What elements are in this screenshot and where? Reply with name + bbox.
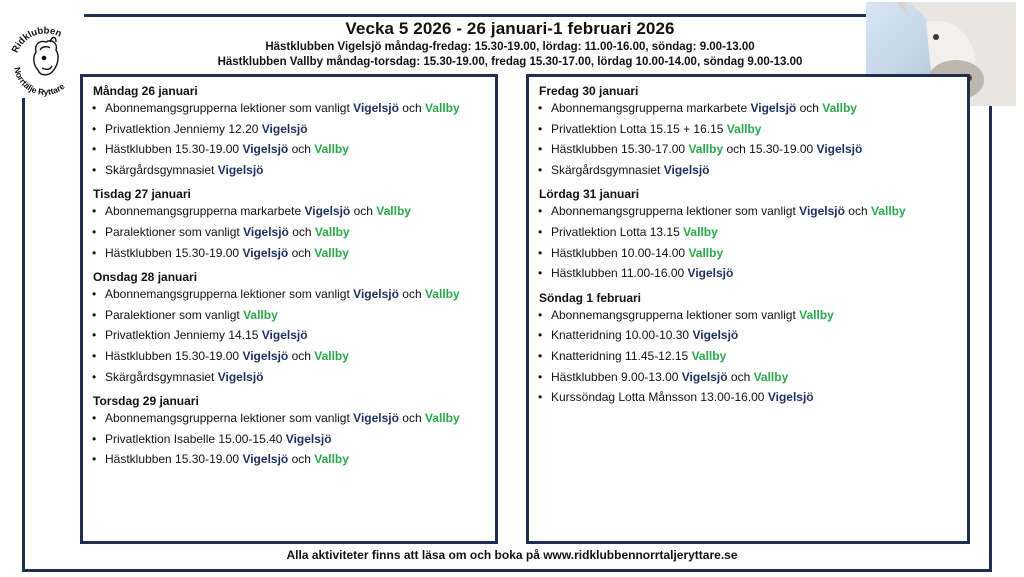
day-heading: Lördag 31 januari [539, 187, 640, 202]
location-vallby: Vallby [314, 348, 349, 363]
schedule-left-column [80, 74, 498, 544]
activity-text: och [288, 348, 315, 363]
activity-item [83, 429, 495, 450]
location-vallby: Vallby [683, 224, 718, 239]
activity-list [529, 201, 967, 283]
activity-list [83, 201, 495, 263]
location-vigelsjo: Vigelsjö [799, 204, 845, 219]
activity-text: Privatlektion Lotta 13.15 [551, 224, 684, 239]
location-vigelsjo: Vigelsjö [353, 101, 399, 115]
location-vallby: Vallby [424, 411, 460, 426]
location-vigelsjo: Vigelsjö [353, 411, 399, 426]
activity-text: Hästklubben 15.30-19.00 [105, 142, 243, 157]
activity-text: Hästklubben 15.30-19.00 [105, 452, 243, 467]
location-vallby: Vallby [424, 101, 460, 115]
activity-text: Abonnemangsgrupperna lektioner som vanligt [105, 101, 354, 115]
location-vallby: Vallby [688, 142, 724, 157]
logo-text-bottom: Norrtälje Ryttare [12, 66, 67, 98]
activity-text: Abonnemangsgrupperna markarbete [551, 101, 751, 115]
activity-item [83, 243, 495, 264]
logo-text-top: Ridklubben [9, 25, 64, 55]
activity-text: Hästklubben 15.30-17.00 [551, 142, 689, 157]
activity-item [83, 119, 495, 140]
activity-text: Knatteridning 11.45-12.15 [551, 348, 692, 363]
activity-item [529, 387, 967, 408]
location-vigelsjo: Vigelsjö [767, 390, 814, 405]
activity-text: och [288, 224, 315, 239]
location-vallby: Vallby [424, 287, 460, 302]
location-vallby: Vallby [799, 307, 834, 322]
activity-text: Abonnemangsgrupperna lektioner som vanligt [105, 287, 354, 302]
activity-item [529, 160, 967, 181]
activity-item [83, 284, 495, 305]
location-vallby: Vallby [688, 245, 724, 260]
activity-text: och [350, 204, 377, 219]
activity-text: och [398, 101, 425, 115]
location-vallby: Vallby [753, 369, 789, 384]
activity-item [529, 222, 967, 243]
activity-item [529, 325, 967, 346]
activity-item [529, 98, 967, 119]
activity-text: och [398, 411, 425, 426]
location-vallby: Vallby [314, 245, 349, 260]
activity-item [83, 367, 495, 388]
location-vigelsjo: Vigelsjö [242, 142, 289, 157]
location-vigelsjo: Vigelsjö [816, 142, 863, 157]
activity-item [529, 263, 967, 284]
activity-text: och [796, 101, 823, 115]
activity-item [83, 325, 495, 346]
activity-list [83, 98, 495, 180]
location-vallby: Vallby [243, 307, 278, 322]
activity-text: Kurssöndag Lotta Månsson 13.00-16.00 [551, 390, 768, 405]
activity-item [529, 346, 967, 367]
activity-text: Abonnemangsgrupperna lektioner som vanligt [551, 307, 800, 322]
page-title: Vecka 5 2026 - 26 januari-1 februari 2026 [345, 19, 675, 38]
top-rule [80, 14, 866, 17]
footer-note: Alla aktiviteter finns att läsa om och boka på www.ridklubbennorrtaljeryttare.se [286, 548, 738, 562]
location-vallby: Vallby [726, 121, 762, 136]
header [160, 18, 860, 69]
activity-list [529, 98, 967, 180]
day-heading: Måndag 26 januari [93, 84, 198, 98]
activity-text: och [844, 204, 871, 219]
activity-item [83, 346, 495, 367]
location-vigelsjo: Vigelsjö [285, 431, 332, 446]
activity-text: Privatlektion Lotta 15.15 + 16.15 [551, 121, 727, 136]
activity-item [83, 98, 495, 119]
activity-text: Paralektioner som vanligt [105, 224, 244, 239]
activity-item [529, 243, 967, 264]
activity-text: och [398, 287, 425, 302]
hours-vigelsjo: Hästklubben Vigelsjö måndag-fredag: 15.30-19.00, lördag: 11.00-16.00, söndag: 9.00-13.00 [265, 41, 755, 53]
activity-text: Privatlektion Jenniemy 14.15 [105, 328, 262, 343]
hours-vallby: Hästklubben Vallby måndag-torsdag: 15.30-19.00, fredag 15.30-17.00, lördag 10.00-14.00, söndag 9.00-13.00 [217, 55, 803, 68]
location-vigelsjo: Vigelsjö [261, 328, 308, 343]
activity-list [529, 305, 967, 408]
location-vigelsjo: Vigelsjö [217, 162, 264, 177]
location-vallby: Vallby [314, 452, 349, 467]
location-vigelsjo: Vigelsjö [242, 245, 289, 260]
activity-item [83, 408, 495, 429]
day-heading: Fredag 30 januari [539, 84, 639, 98]
location-vigelsjo: Vigelsjö [217, 369, 264, 384]
location-vigelsjo: Vigelsjö [242, 348, 289, 363]
location-vallby: Vallby [870, 204, 906, 219]
day-heading: Söndag 1 februari [539, 290, 642, 305]
activity-item [529, 139, 967, 160]
location-vigelsjo: Vigelsjö [692, 328, 739, 343]
location-vigelsjo: Vigelsjö [663, 162, 710, 177]
activity-text: Hästklubben 15.30-19.00 [105, 348, 243, 363]
svg-text:Norrtälje Ryttare [12, 66, 67, 97]
activity-text: Paralektioner som vanligt [105, 307, 244, 322]
activity-text: Skärgårdsgymnasiet [551, 162, 664, 177]
activity-list [83, 284, 495, 387]
activity-text: och [288, 142, 315, 157]
day-heading: Onsdag 28 januari [93, 270, 198, 285]
activity-text: Hästklubben 9.00-13.00 [551, 369, 682, 384]
activity-text: Privatlektion Jenniemy 12.20 [105, 121, 262, 136]
activity-text: och [727, 369, 754, 384]
schedule-right-column [526, 74, 970, 544]
location-vigelsjo: Vigelsjö [353, 287, 399, 302]
location-vallby: Vallby [314, 142, 349, 157]
location-vigelsjo: Vigelsjö [242, 452, 289, 467]
activity-item [529, 119, 967, 140]
activity-item [529, 201, 967, 222]
location-vigelsjo: Vigelsjö [243, 224, 289, 239]
activity-item [83, 160, 495, 181]
location-vigelsjo: Vigelsjö [261, 121, 308, 136]
location-vigelsjo: Vigelsjö [750, 101, 797, 115]
activity-item [529, 305, 967, 326]
activity-item [83, 305, 495, 326]
location-vigelsjo: Vigelsjö [681, 369, 728, 384]
club-logo [6, 14, 84, 98]
activity-text: och [288, 245, 315, 260]
activity-item [83, 449, 495, 470]
activity-text: Abonnemangsgrupperna markarbete [105, 204, 305, 219]
activity-item [529, 367, 967, 388]
activity-text: Abonnemangsgrupperna lektioner som vanligt [551, 204, 800, 219]
activity-text: Knatteridning 10.00-10.30 [551, 328, 693, 343]
activity-text: Abonnemangsgrupperna lektioner som vanligt [105, 411, 354, 426]
activity-text: Skärgårdsgymnasiet [105, 162, 218, 177]
activity-text: Hästklubben 15.30-19.00 [105, 245, 243, 260]
location-vallby: Vallby [314, 224, 350, 239]
activity-text: Privatlektion Isabelle 15.00-15.40 [105, 431, 286, 446]
activity-item [83, 201, 495, 222]
location-vigelsjo: Vigelsjö [304, 204, 351, 219]
activity-text: och [288, 452, 315, 467]
activity-text: Skärgårdsgymnasiet [105, 369, 218, 384]
location-vallby: Vallby [822, 101, 857, 115]
activity-text: Hästklubben 11.00-16.00 [551, 266, 688, 281]
day-heading: Torsdag 29 januari [93, 394, 199, 409]
activity-item [83, 139, 495, 160]
location-vallby: Vallby [376, 204, 411, 219]
activity-item [83, 222, 495, 243]
day-heading: Tisdag 27 januari [93, 187, 191, 202]
activity-text: Hästklubben 10.00-14.00 [551, 245, 689, 260]
location-vallby: Vallby [691, 348, 727, 363]
activity-list [83, 408, 495, 470]
activity-text: och 15.30-19.00 [723, 142, 817, 157]
location-vigelsjo: Vigelsjö [687, 266, 734, 281]
